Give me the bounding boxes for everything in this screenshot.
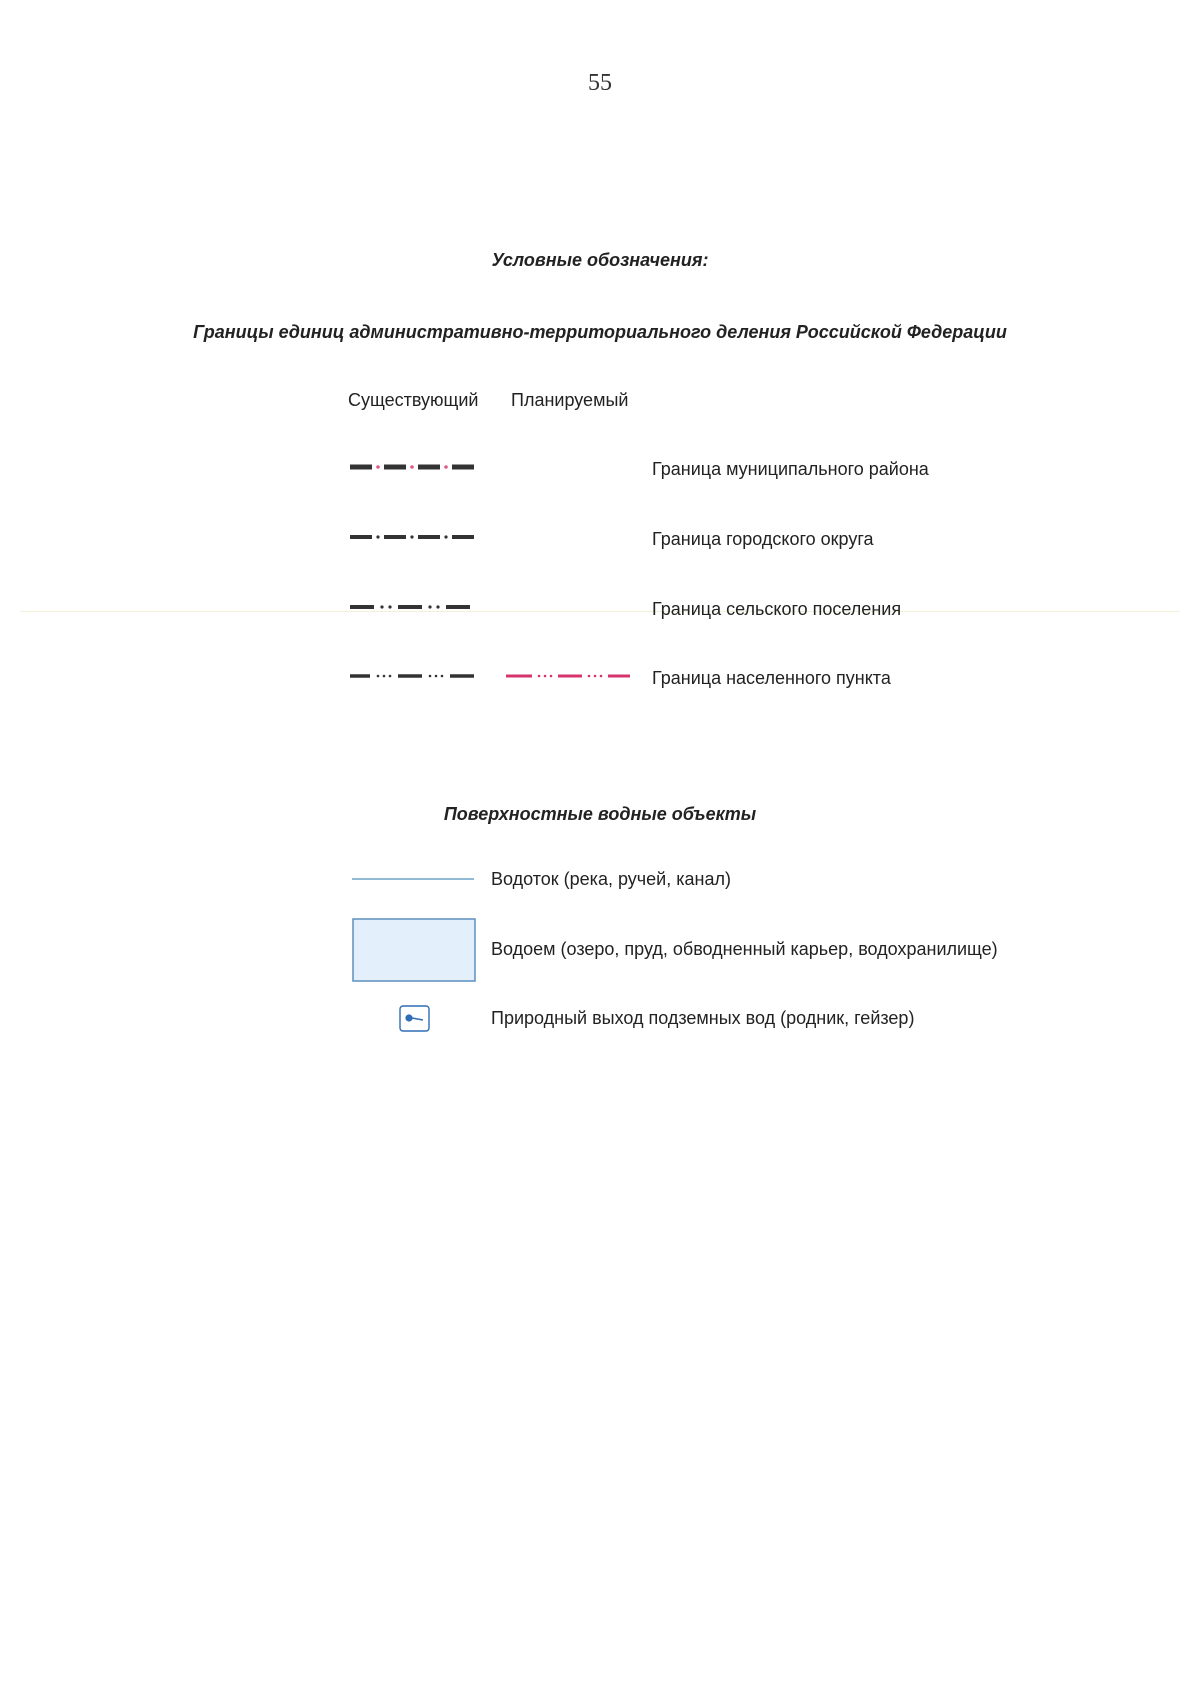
scan-artifact-line [20, 611, 1180, 612]
legend-title: Условные обозначения: [491, 250, 709, 270]
water-objects-heading: Поверхностные водные объекты [443, 804, 757, 824]
settlement-boundary-existing-icon [350, 670, 480, 682]
settlement-boundary-planned-icon [506, 670, 636, 682]
legend-label-water-body: Водоем (озеро, пруд, обводненный карьер, водохранилище) [491, 939, 998, 959]
water-body-icon [352, 918, 478, 984]
legend-label-city-district: Граница городского округа [652, 529, 874, 549]
column-header-existing: Существующий [348, 390, 479, 410]
spring-icon [399, 1005, 431, 1033]
page-number: 55 [588, 70, 612, 96]
watercourse-line-icon [352, 876, 476, 882]
legend-label-rural-settlement: Граница сельского поселения [652, 599, 902, 619]
municipal-district-boundary-existing-icon [350, 461, 480, 473]
legend-label-settlement: Граница населенного пункта [652, 668, 891, 688]
boundaries-heading: Границы единиц административно-территориального деления Российской Федерации [193, 322, 1007, 342]
legend-label-watercourse: Водоток (река, ручей, канал) [491, 869, 731, 889]
legend-label-spring: Природный выход подземных вод (родник, гейзер) [491, 1008, 915, 1028]
city-district-boundary-existing-icon [350, 531, 480, 543]
rural-settlement-boundary-existing-icon [350, 601, 480, 613]
column-header-planned: Планируемый [511, 390, 629, 410]
legend-label-municipal-district: Граница муниципального района [652, 459, 929, 479]
